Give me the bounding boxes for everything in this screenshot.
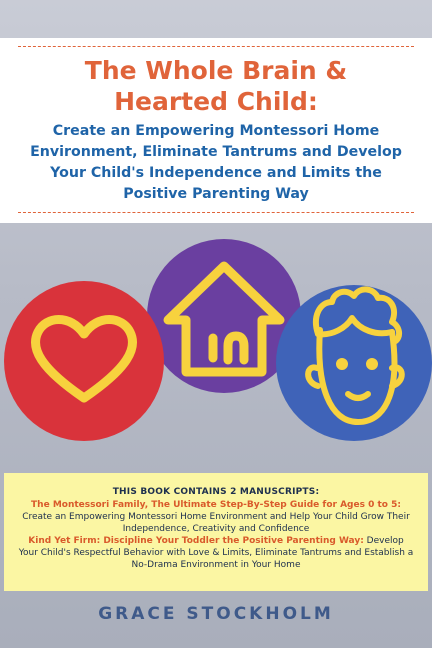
manuscripts-panel [4,473,428,591]
dashed-divider-bottom [18,212,414,213]
author-name: GRACE STOCKHOLM [98,604,334,624]
illustration [0,236,432,468]
manuscripts-heading: THIS BOOK CONTAINS 2 MANUSCRIPTS: [112,487,320,497]
face-circle [276,285,432,441]
title-line-2: Hearted Child: [114,87,318,116]
title-line-1: The Whole Brain & [84,56,348,85]
manuscripts-body [18,499,414,571]
title-panel [0,38,432,223]
book1-title: The Montessori Family, The Ultimate Step-By-Step Guide for Ages 0 to 5: [31,500,401,510]
subtitle: Create an Empowering Montessori Home Environment, Eliminate Tantrums and Develop Your Child's Independence and Limits the Positive Parenting Way [30,123,402,202]
heart-circle [4,281,164,441]
book1-description: Create an Empowering Montessori Home Environment and Help Your Child Grow Their Independence, Creativity and Confidence [22,512,410,534]
book2-title: Kind Yet Firm: Discipline Your Toddler the Positive Parenting Way: [28,536,364,546]
book2-description: Develop Your Child's Respectful Behavior with Love & Limits, Eliminate Tantrums and Establish a No-Drama Environment in Your Home [18,536,414,570]
dashed-divider-top [18,46,414,47]
